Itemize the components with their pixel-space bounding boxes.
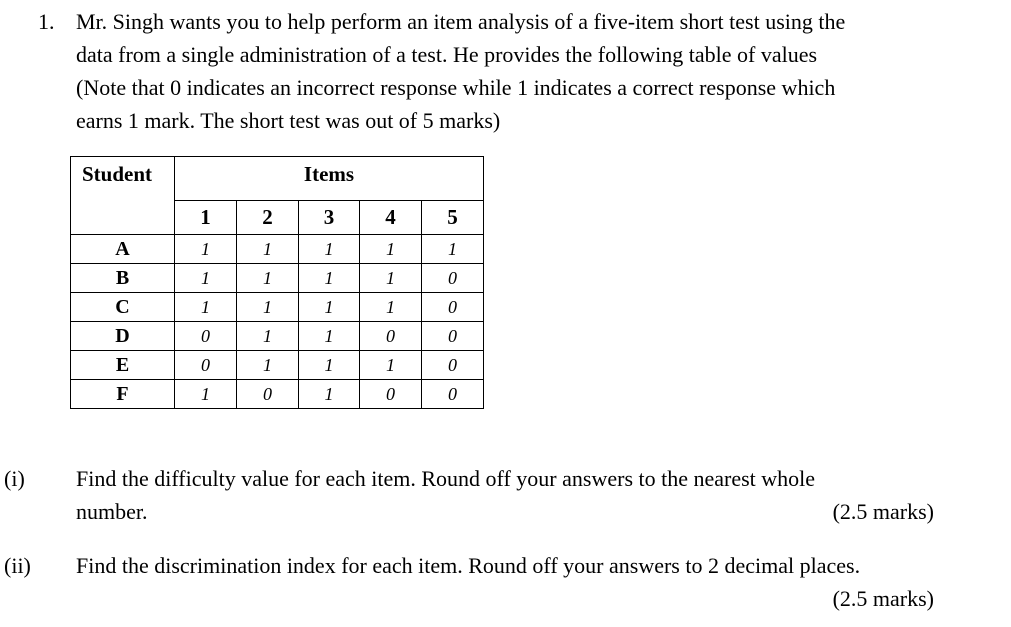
response-cell: 1 <box>175 264 237 293</box>
marks-label: (2.5 marks) <box>832 499 934 524</box>
response-cell: 0 <box>175 322 237 351</box>
response-cell: 1 <box>237 235 299 264</box>
response-cell: 1 <box>175 235 237 264</box>
response-cell: 1 <box>360 235 422 264</box>
response-cell: 1 <box>299 235 360 264</box>
table-row <box>71 322 484 351</box>
response-cell: 0 <box>237 380 299 409</box>
question-text <box>76 5 996 137</box>
table-row <box>71 264 484 293</box>
subquestion-label: (i) <box>4 466 25 491</box>
items-column-header: Items <box>175 157 484 201</box>
response-cell: 1 <box>360 264 422 293</box>
subquestion-text: Find the discrimination index for each item. Round off your answers to 2 decimal places. <box>76 553 861 578</box>
student-label: F <box>71 380 175 409</box>
response-cell: 1 <box>360 293 422 322</box>
response-cell: 1 <box>237 264 299 293</box>
response-cell: 0 <box>422 351 484 380</box>
response-cell: 0 <box>360 380 422 409</box>
response-cell: 1 <box>299 264 360 293</box>
response-cell: 1 <box>360 351 422 380</box>
table-row <box>71 235 484 264</box>
response-cell: 1 <box>237 351 299 380</box>
response-cell: 0 <box>422 322 484 351</box>
item-number: 5 <box>422 201 484 235</box>
table-row <box>71 351 484 380</box>
subquestion-label: (ii) <box>4 553 31 578</box>
subquestion-text: number. <box>76 499 148 524</box>
response-cell: 1 <box>237 293 299 322</box>
question-line: data from a single administration of a test. He provides the following table of values <box>76 42 818 67</box>
student-label: C <box>71 293 175 322</box>
response-cell: 1 <box>175 380 237 409</box>
response-cell: 0 <box>360 322 422 351</box>
response-cell: 0 <box>422 293 484 322</box>
student-label: D <box>71 322 175 351</box>
student-label: B <box>71 264 175 293</box>
response-cell: 1 <box>299 380 360 409</box>
item-number: 3 <box>299 201 360 235</box>
table-row <box>71 293 484 322</box>
question-line: earns 1 mark. The short test was out of 5 marks) <box>76 108 501 133</box>
student-label: A <box>71 235 175 264</box>
question-line: (Note that 0 indicates an incorrect response while 1 indicates a correct response which <box>76 75 836 100</box>
item-number: 2 <box>237 201 299 235</box>
response-cell: 0 <box>422 264 484 293</box>
question-line: Mr. Singh wants you to help perform an item analysis of a five-item short test using the <box>76 9 846 34</box>
student-column-header: Student <box>71 157 175 235</box>
response-cell: 1 <box>175 293 237 322</box>
item-number: 1 <box>175 201 237 235</box>
response-cell: 1 <box>237 322 299 351</box>
response-table <box>70 156 484 409</box>
marks-label: (2.5 marks) <box>832 586 934 611</box>
question-number: 1. <box>38 9 55 34</box>
response-cell: 0 <box>422 380 484 409</box>
item-number: 4 <box>360 201 422 235</box>
subquestion-text: Find the difficulty value for each item. Round off your answers to the nearest whole <box>76 466 816 491</box>
response-cell: 0 <box>175 351 237 380</box>
response-cell: 1 <box>299 351 360 380</box>
response-cell: 1 <box>299 293 360 322</box>
table-row <box>71 380 484 409</box>
student-label: E <box>71 351 175 380</box>
response-cell: 1 <box>422 235 484 264</box>
response-cell: 1 <box>299 322 360 351</box>
